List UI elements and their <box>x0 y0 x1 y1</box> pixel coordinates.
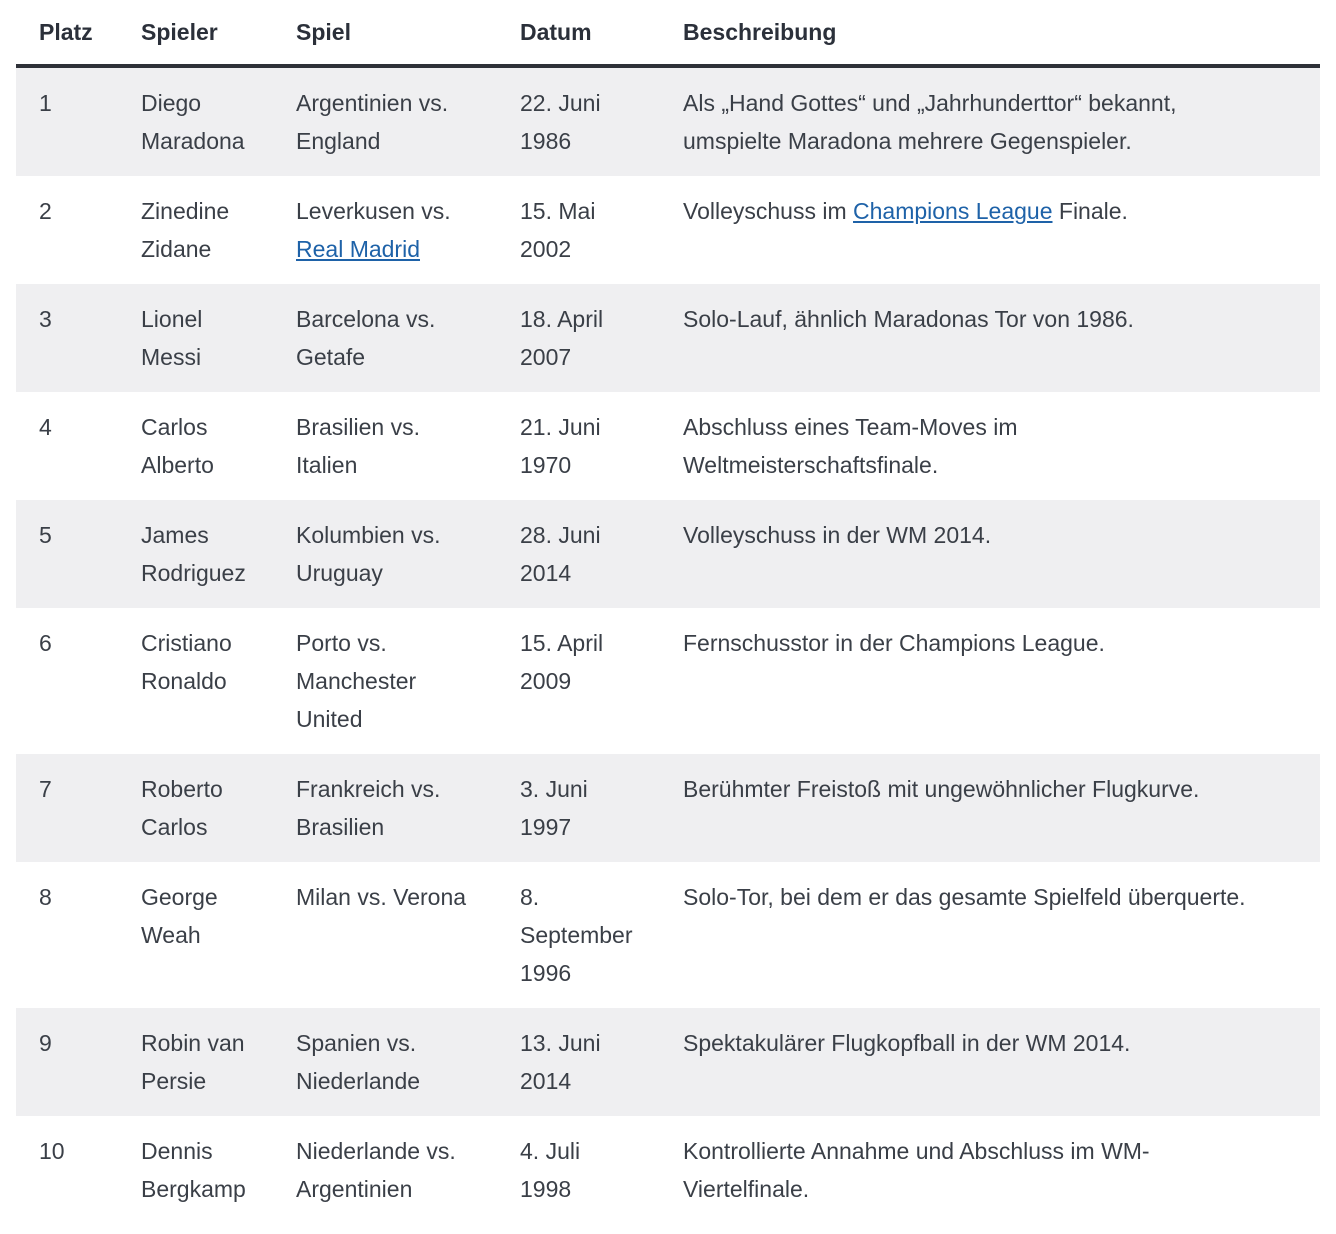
spiel-line: Getafe <box>296 344 366 370</box>
cell-beschreibung <box>660 608 1320 754</box>
cell-spieler <box>118 176 273 284</box>
spiel-line: Brasilien vs. <box>296 414 420 440</box>
table-body <box>16 66 1320 1224</box>
cell-beschreibung <box>660 176 1320 284</box>
datum-line: 15. Mai <box>520 198 596 224</box>
cell-datum <box>497 66 660 176</box>
beschreibung-line: umspielte Maradona mehrere Gegenspieler. <box>683 128 1132 154</box>
cell-datum <box>497 284 660 392</box>
spiel-line: Manchester <box>296 668 417 694</box>
cell-spieler <box>118 608 273 754</box>
cell-spiel <box>273 500 497 608</box>
cell-platz: 6 <box>16 608 118 754</box>
column-header-spieler: Spieler <box>118 0 273 66</box>
beschreibung-line: Viertelfinale. <box>683 1176 810 1202</box>
spiel-line: Brasilien <box>296 814 385 840</box>
cell-beschreibung <box>660 754 1320 862</box>
cell-spiel <box>273 66 497 176</box>
cell-beschreibung <box>660 66 1320 176</box>
cell-datum <box>497 176 660 284</box>
spieler-line: Rodriguez <box>141 560 246 586</box>
spiel-line: Niederlande <box>296 1068 421 1094</box>
beschreibung-line: Kontrollierte Annahme und Abschluss im WM- <box>683 1138 1150 1164</box>
table-row <box>16 66 1320 176</box>
spieler-line: Ronaldo <box>141 668 227 694</box>
cell-spieler <box>118 392 273 500</box>
beschreibung-line: Fernschusstor in der Champions League. <box>683 630 1105 656</box>
beschreibung-line: Berühmter Freistoß mit ungewöhnlicher Flugkurve. <box>683 776 1200 802</box>
cell-datum <box>497 1116 660 1224</box>
cell-spieler <box>118 500 273 608</box>
beschreibung-line: Solo-Lauf, ähnlich Maradonas Tor von 1986. <box>683 306 1134 332</box>
datum-line: 28. Juni <box>520 522 601 548</box>
datum-line: 1997 <box>520 814 572 840</box>
spieler-line: Maradona <box>141 128 245 154</box>
cell-spieler <box>118 66 273 176</box>
spieler-line: Messi <box>141 344 202 370</box>
table-row <box>16 392 1320 500</box>
beschreibung-line: Solo-Tor, bei dem er das gesamte Spielfeld überquerte. <box>683 884 1246 910</box>
beschreibung-line: Volleyschuss im Champions League Finale. <box>683 198 1128 224</box>
cell-spieler <box>118 862 273 1008</box>
spiel-line: Niederlande vs. <box>296 1138 456 1164</box>
cell-beschreibung <box>660 392 1320 500</box>
header-row <box>16 0 1320 66</box>
cell-beschreibung <box>660 1116 1320 1224</box>
datum-line: 2002 <box>520 236 572 262</box>
cell-datum <box>497 608 660 754</box>
cell-spiel <box>273 608 497 754</box>
top-goals-table <box>16 0 1320 1224</box>
cell-beschreibung <box>660 862 1320 1008</box>
cell-spieler <box>118 284 273 392</box>
spieler-line: Zinedine <box>141 198 230 224</box>
datum-line: 21. Juni <box>520 414 601 440</box>
beschreibung-line: Weltmeisterschaftsfinale. <box>683 452 939 478</box>
spiel-line: Kolumbien vs. <box>296 522 441 548</box>
cell-datum <box>497 754 660 862</box>
spieler-line: Diego <box>141 90 202 116</box>
spieler-line: Zidane <box>141 236 212 262</box>
beschreibung-line: Als „Hand Gottes“ und „Jahrhunderttor“ bekannt, <box>683 90 1177 116</box>
table-row <box>16 500 1320 608</box>
column-header-spiel: Spiel <box>273 0 497 66</box>
cell-platz: 7 <box>16 754 118 862</box>
spiel-line: Uruguay <box>296 560 383 586</box>
spieler-line: Lionel <box>141 306 203 332</box>
column-header-datum: Datum <box>497 0 660 66</box>
cell-platz: 3 <box>16 284 118 392</box>
spiel-line: Frankreich vs. <box>296 776 441 802</box>
spiel-line: Argentinien vs. <box>296 90 449 116</box>
spiel-line: Milan vs. Verona <box>296 884 467 910</box>
table-row <box>16 176 1320 284</box>
beschreibung-line: Volleyschuss in der WM 2014. <box>683 522 992 548</box>
column-header-beschreibung: Beschreibung <box>660 0 1320 66</box>
cell-platz: 1 <box>16 66 118 176</box>
table-row <box>16 862 1320 1008</box>
table-row <box>16 608 1320 754</box>
cell-spieler <box>118 754 273 862</box>
datum-line: 1998 <box>520 1176 572 1202</box>
datum-line: 15. April <box>520 630 604 656</box>
spieler-line: George <box>141 884 218 910</box>
table-row <box>16 284 1320 392</box>
datum-line: 2007 <box>520 344 572 370</box>
table-row <box>16 1116 1320 1224</box>
cell-spiel <box>273 392 497 500</box>
cell-platz: 5 <box>16 500 118 608</box>
cell-spiel <box>273 862 497 1008</box>
datum-line: 4. Juli <box>520 1138 581 1164</box>
spiel-line <box>296 230 487 268</box>
spiel-line: Barcelona vs. <box>296 306 436 332</box>
datum-line: 13. Juni <box>520 1030 601 1056</box>
spiel-line: England <box>296 128 381 154</box>
cell-platz: 4 <box>16 392 118 500</box>
beschreibung-link[interactable]: Champions League <box>853 198 1053 224</box>
spieler-line: Bergkamp <box>141 1176 246 1202</box>
spiel-line: Leverkusen vs. <box>296 198 451 224</box>
table-row <box>16 754 1320 862</box>
spiel-line: Argentinien <box>296 1176 413 1202</box>
beschreibung-line: Spektakulärer Flugkopfball in der WM 2014. <box>683 1030 1131 1056</box>
datum-line: 1986 <box>520 128 572 154</box>
datum-line: 2014 <box>520 560 572 586</box>
datum-line: 1996 <box>520 960 572 986</box>
spiel-line: Porto vs. <box>296 630 387 656</box>
cell-spieler <box>118 1008 273 1116</box>
spieler-line: Weah <box>141 922 201 948</box>
datum-line: 2009 <box>520 668 572 694</box>
column-header-platz: Platz <box>16 0 118 66</box>
cell-datum <box>497 862 660 1008</box>
spieler-line: Carlos <box>141 414 208 440</box>
cell-spiel <box>273 284 497 392</box>
cell-spiel <box>273 1008 497 1116</box>
cell-beschreibung <box>660 500 1320 608</box>
spieler-line: Persie <box>141 1068 207 1094</box>
cell-spiel <box>273 1116 497 1224</box>
cell-beschreibung <box>660 284 1320 392</box>
spieler-line: Alberto <box>141 452 214 478</box>
spiel-line: Italien <box>296 452 358 478</box>
datum-line: 8. <box>520 884 540 910</box>
spiel-line: United <box>296 706 363 732</box>
cell-platz: 10 <box>16 1116 118 1224</box>
cell-datum <box>497 1008 660 1116</box>
cell-spiel <box>273 176 497 284</box>
spieler-line: Cristiano <box>141 630 232 656</box>
spieler-line: Dennis <box>141 1138 213 1164</box>
datum-line: 22. Juni <box>520 90 601 116</box>
spiel-line: Spanien vs. <box>296 1030 417 1056</box>
cell-spiel <box>273 754 497 862</box>
datum-line: 18. April <box>520 306 604 332</box>
cell-beschreibung <box>660 1008 1320 1116</box>
table-container <box>16 0 1320 1224</box>
cell-platz: 9 <box>16 1008 118 1116</box>
cell-datum <box>497 392 660 500</box>
datum-line: 3. Juni <box>520 776 588 802</box>
cell-datum <box>497 500 660 608</box>
datum-line: September <box>520 922 633 948</box>
datum-line: 1970 <box>520 452 572 478</box>
spieler-line: James <box>141 522 209 548</box>
datum-line: 2014 <box>520 1068 572 1094</box>
spieler-line: Roberto <box>141 776 223 802</box>
spieler-line: Robin van <box>141 1030 245 1056</box>
spieler-line: Carlos <box>141 814 208 840</box>
cell-platz: 2 <box>16 176 118 284</box>
cell-spieler <box>118 1116 273 1224</box>
table-row <box>16 1008 1320 1116</box>
beschreibung-line: Abschluss eines Team-Moves im <box>683 414 1018 440</box>
spiel-link[interactable]: Real Madrid <box>296 236 420 262</box>
cell-platz: 8 <box>16 862 118 1008</box>
table-header <box>16 0 1320 66</box>
